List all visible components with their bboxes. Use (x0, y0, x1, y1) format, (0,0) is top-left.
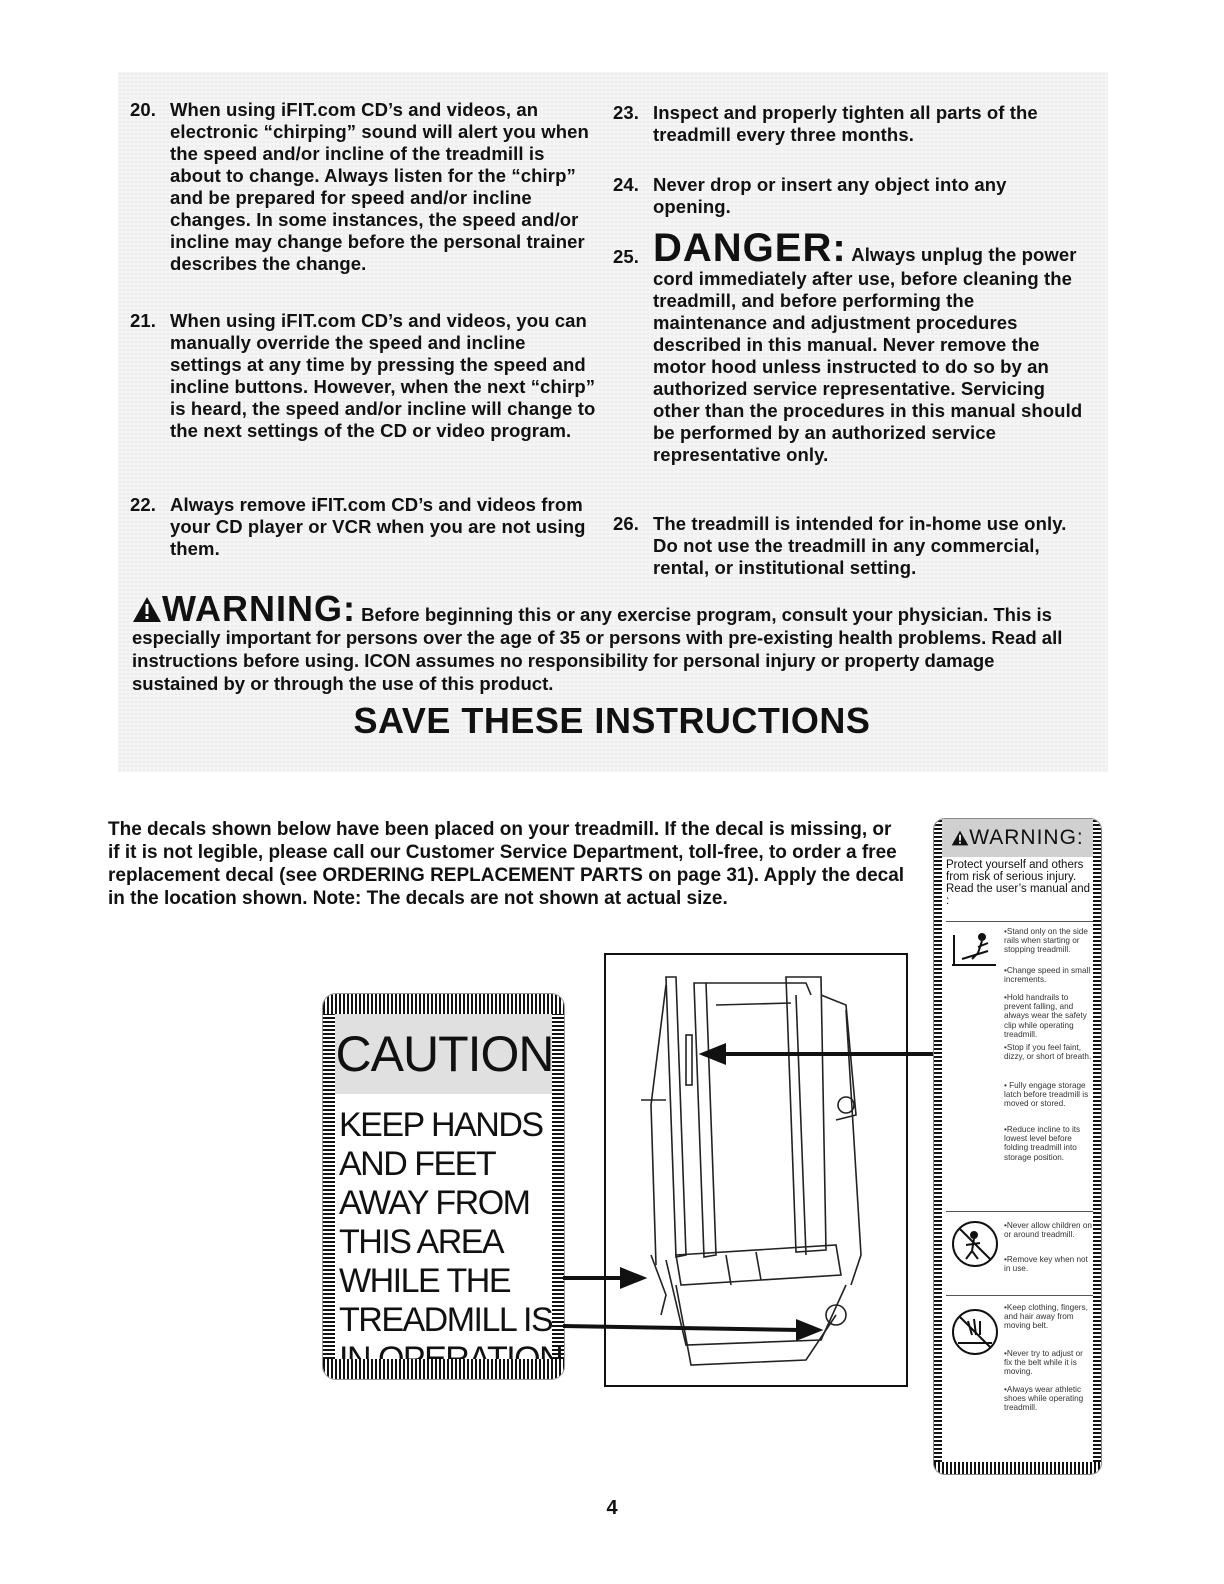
warning-decal-bullet: •Reduce incline to its lowest level before folding treadmill into storage position. (1004, 1125, 1081, 1162)
caution-header: CAUTION (335, 1014, 552, 1094)
warning-decal-bullet: •Stop if you feel faint, dizzy, or short of breath. (1004, 1043, 1092, 1062)
warning-decal-bullet: •Stand only on the side rails when starting or stopping treadmill. (1004, 927, 1088, 955)
treadmill-diagram (604, 953, 908, 1387)
warning-decal-bullet: •Always wear athletic shoes while operating treadmill. (1004, 1385, 1084, 1413)
warning-label: WARNING: (162, 588, 356, 629)
caution-decal (322, 993, 565, 1380)
safety-item-22: 22. Always remove iFIT.com CD’s and videos from your CD player or VCR when you are not using them. (130, 494, 586, 559)
warning-decal-bullet: •Keep clothing, fingers, and hair away from moving belt. (1004, 1303, 1088, 1331)
warning-decal-bullet: •Remove key when not in use. (1004, 1255, 1088, 1274)
safety-item-20: 20. When using iFIT.com CD’s and videos, an electronic “chirping” sound will alert you when the speed and/or incline of the treadmill is about to change. Always listen for the “chirp” and be prepared for speed and/or incline changes. In some instances, the speed and/or incline may change before the personal trainer describes the change. (130, 99, 589, 274)
safety-item-24: 24. Never drop or insert any object into any opening. (613, 174, 1007, 217)
warning-decal-bullet: •Never try to adjust or fix the belt while it is moving. (1004, 1349, 1083, 1377)
safety-item-23: 23. Inspect and properly tighten all parts of the treadmill every three months. (613, 102, 1038, 145)
safety-item-21: 21. When using iFIT.com CD’s and videos, you can manually override the speed and incline settings at any time by pressing the speed and incline buttons. However, when the next “chirp” is heard, the speed and/or incline will change to the next settings of the CD or video program. (130, 310, 596, 441)
decal-border-stripe (934, 819, 942, 1474)
page-number: 4 (606, 1497, 618, 1519)
warning-decal-bullet: •Never allow children on or around treadmill. (1004, 1221, 1092, 1240)
warning-paragraph (132, 588, 1072, 695)
caution-message: KEEP HANDS AND FEET AWAY FROM THIS AREA WHILE THE TREADMILL IS (339, 1106, 553, 1339)
divider (946, 921, 1093, 922)
warning-decal-header: WARNING: (942, 819, 1093, 857)
divider (946, 1295, 1093, 1296)
no-hands-moving-belt-icon (950, 1307, 1000, 1357)
warning-decal-bullet: • Fully engage storage latch before treadmill is moved or stored. (1004, 1081, 1089, 1109)
decal-border-stripe (1093, 819, 1101, 1474)
no-children-icon (950, 1219, 1000, 1269)
side-rail-stand-icon (948, 929, 1000, 969)
safety-item-26: 26. The treadmill is intended for in-home use only. Do not use the treadmill in any commercial, rental, or institutional setting. (613, 513, 1067, 578)
warning-decal (933, 818, 1102, 1475)
warning-triangle-icon (132, 596, 162, 623)
warning-text: Before beginning this or any exercise program, consult your physician. This is especially important for persons over the age of 35 or persons with pre-existing health problems. Read all instructions before using. ICON assumes no responsibility for personal injury or property damage sustained by or through the use of this product. (132, 604, 1063, 694)
warning-triangle-icon (951, 830, 969, 846)
warning-decal-bullet: •Hold handrails to prevent falling, and always wear the safety clip while operating treadmill. (1004, 993, 1087, 1039)
warning-decal-bullet: •Change speed in small increments. (1004, 966, 1091, 985)
decal-border-stripe (323, 1359, 564, 1379)
safety-item-25-danger: 25. DANGER: Always unplug the power cord immediately after use, before cleaning the treadmill, and before performing the maintenance and adjustment procedures described in this manual. Never remove the motor hood unless instructed to do so by an authorized service representative. Servicing other than the procedures in this manual should be performed by an authorized service representative only. (613, 226, 1083, 465)
decal-border-stripe (323, 1014, 335, 1359)
folded-treadmill-illustration (606, 955, 906, 1385)
decal-border-stripe (934, 1462, 1101, 1474)
decals-intro-text: The decals shown below have been placed on your treadmill. If the decal is missing, or if it is not legible, please call our Customer Service Department, toll-free, to order a free replacement decal (see ORDERING REPLACEMENT PARTS on page 31). Apply the decal in the location shown. Note: The decals are not shown at actual size. (108, 819, 905, 909)
divider (946, 1211, 1093, 1212)
danger-label: DANGER: (653, 226, 847, 270)
decal-border-stripe (323, 994, 564, 1014)
save-instructions-heading: SAVE THESE INSTRUCTIONS (353, 700, 871, 741)
warning-decal-intro: Protect yourself and others from risk of serious injury. Read the user’s manual and : (946, 859, 1091, 907)
